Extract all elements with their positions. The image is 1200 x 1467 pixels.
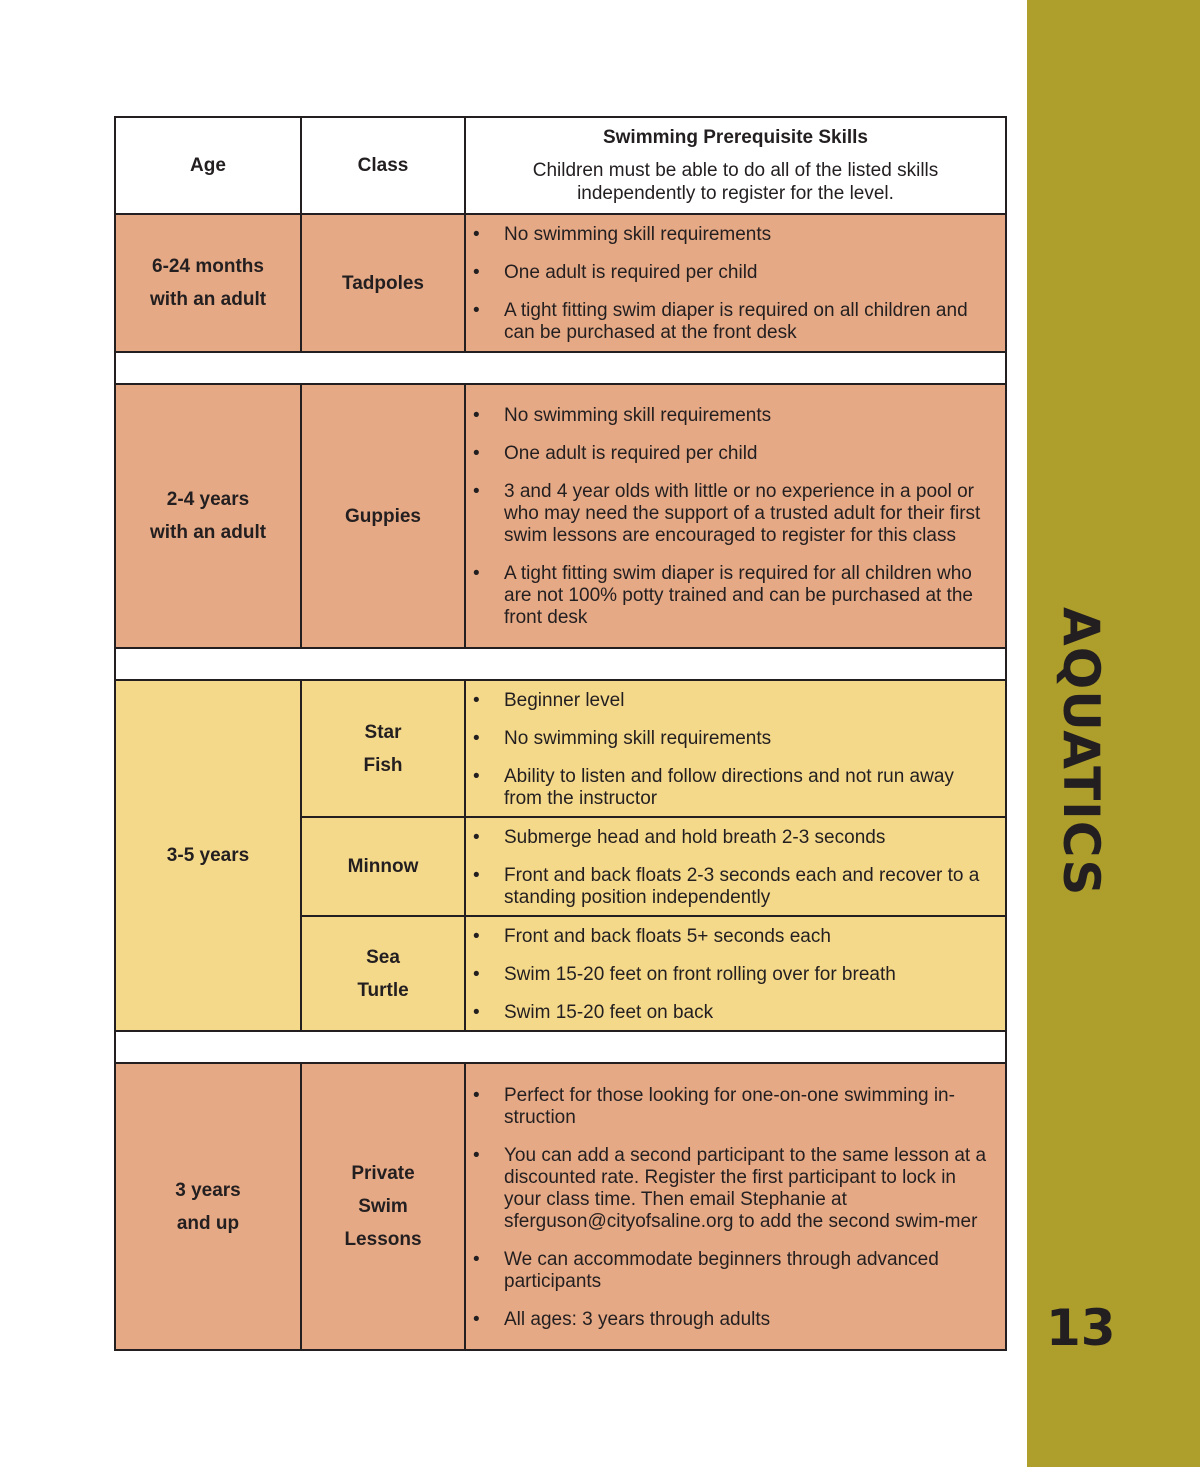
page-number: 13 — [1046, 1299, 1116, 1357]
header-class: Class — [301, 117, 465, 214]
class-name: Tadpoles — [342, 272, 424, 294]
skills-list — [466, 682, 1005, 816]
table-header-row — [115, 117, 1006, 214]
skills-cell — [465, 214, 1006, 352]
header-skills — [465, 117, 1006, 214]
skill-item: • Swim 15-20 feet on front rolling over for breath — [466, 964, 997, 986]
spacer-cell — [115, 1031, 1006, 1063]
age-line: 2-4 years — [166, 489, 250, 510]
skill-item: • Front and back floats 5+ seconds each — [466, 926, 997, 948]
age-line: with an adult — [149, 522, 267, 543]
skill-item: • No swimming skill requirements — [466, 728, 997, 750]
class-name: Fish — [363, 754, 403, 776]
spacer-row — [115, 352, 1006, 384]
class-cell — [301, 384, 465, 648]
spacer-cell — [115, 648, 1006, 680]
header-age: Age — [115, 117, 301, 214]
table-row — [115, 384, 1006, 648]
skills-cell — [465, 817, 1006, 916]
age-line: and up — [176, 1212, 240, 1234]
class-name: Turtle — [357, 979, 409, 1001]
class-cell — [301, 916, 465, 1031]
skill-item: • You can add a second participant to the same lesson at a discounted rate. Register the first participant to lock in your class time. Then email Stephanie at sferguson@cityofsaline.org to add the second swim-mer — [466, 1145, 997, 1233]
spacer-row — [115, 1031, 1006, 1063]
swim-prerequisites-table — [114, 116, 1007, 1351]
skills-cell — [465, 916, 1006, 1031]
skills-list — [466, 397, 1005, 635]
skill-item: • All ages: 3 years through adults — [466, 1309, 997, 1331]
header-skills-note: Children must be able to do all of the listed skills independently to register for the level. — [532, 159, 939, 204]
skill-item: • One adult is required per child — [466, 262, 997, 284]
age-cell — [115, 214, 301, 352]
skills-list — [466, 216, 1005, 350]
section-title: AQUATICS — [1052, 607, 1110, 897]
age-line: 3 years — [175, 1179, 241, 1201]
class-name: Private — [351, 1163, 415, 1184]
skill-item: • A tight fitting swim diaper is required on all children and can be purchased at the front desk — [466, 300, 997, 344]
age-cell — [115, 384, 301, 648]
skills-cell — [465, 680, 1006, 817]
class-cell — [301, 1063, 465, 1350]
table-row — [115, 680, 1006, 817]
skill-item: • No swimming skill requirements — [466, 224, 997, 246]
class-cell — [301, 817, 465, 916]
skill-item: • 3 and 4 year olds with little or no experience in a pool or who may need the support of a trusted adult for their first swim lessons are encouraged to register for this class — [466, 481, 997, 547]
class-cell — [301, 214, 465, 352]
skill-item: • A tight fitting swim diaper is required for all children who are not 100% potty trained and can be purchased at the front desk — [466, 563, 997, 629]
class-name: Swim — [358, 1196, 408, 1217]
age-cell — [115, 1063, 301, 1350]
skill-item: • Front and back floats 2-3 seconds each and recover to a standing position independently — [466, 865, 997, 909]
skill-item: • Submerge head and hold breath 2-3 seconds — [466, 827, 997, 849]
skills-list — [466, 918, 1005, 1030]
skills-cell — [465, 1063, 1006, 1350]
skill-item: • Beginner level — [466, 690, 997, 712]
skill-item: • Swim 15-20 feet on back — [466, 1002, 997, 1024]
header-skills-title: Swimming Prerequisite Skills — [602, 126, 869, 148]
class-name: Lessons — [344, 1229, 422, 1250]
spacer-cell — [115, 352, 1006, 384]
spacer-row — [115, 648, 1006, 680]
class-name: Sea — [366, 946, 400, 968]
skill-item: • We can accommodate beginners through advanced participants — [466, 1249, 997, 1293]
skill-item: • No swimming skill requirements — [466, 405, 997, 427]
table-row — [115, 1063, 1006, 1350]
age-line: with an adult — [149, 289, 267, 310]
skills-list — [466, 819, 1005, 915]
skill-item: • Perfect for those looking for one-on-one swimming in-struction — [466, 1085, 997, 1129]
class-name: Guppies — [344, 505, 421, 527]
skill-item: • One adult is required per child — [466, 443, 997, 465]
class-name: Star — [364, 721, 402, 743]
table-row — [115, 214, 1006, 352]
class-name: Minnow — [347, 856, 419, 877]
age-cell — [115, 680, 301, 1031]
skill-item: • Ability to listen and follow directions and not run away from the instructor — [466, 766, 997, 810]
age-line: 6-24 months — [152, 256, 264, 277]
age-line: 3-5 years — [166, 845, 250, 866]
class-cell — [301, 680, 465, 817]
skills-list — [466, 1077, 1005, 1337]
skills-cell — [465, 384, 1006, 648]
